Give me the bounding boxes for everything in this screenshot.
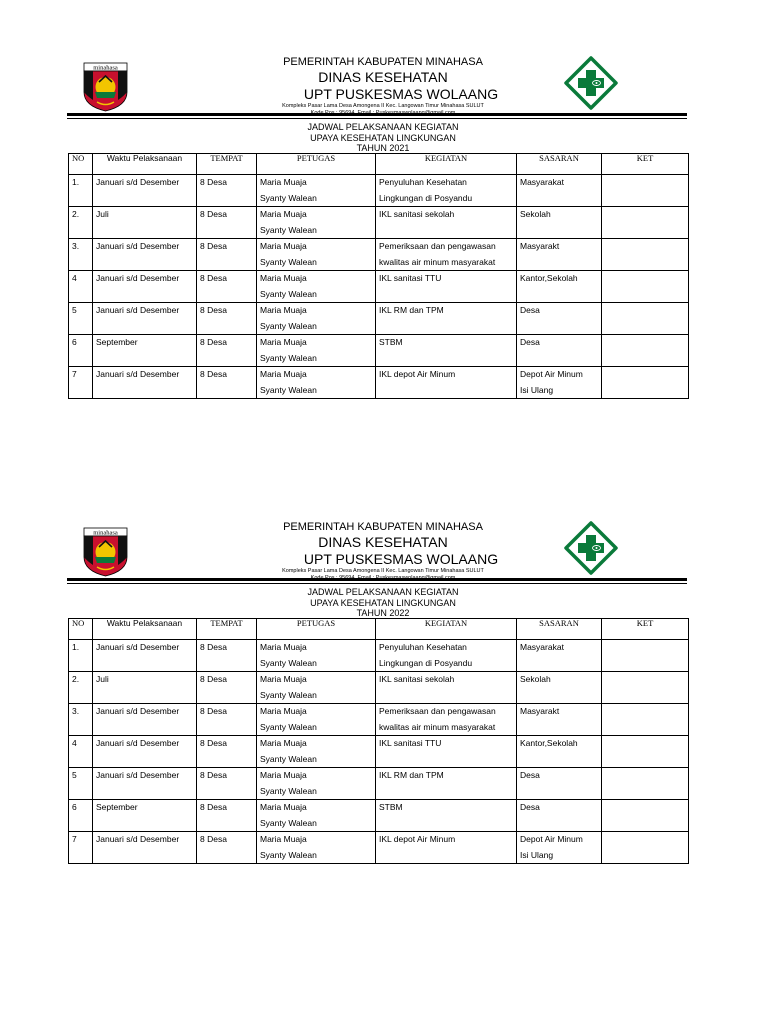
cell-petugas-line: Maria Muaja: [260, 369, 307, 379]
cell-no: 7: [69, 367, 93, 399]
cell-kegiatan-line: kwalitas air minum masyarakat: [379, 721, 496, 732]
letterhead: [230, 520, 536, 581]
col-header-waktu: Waktu Pelaksanaan: [93, 619, 197, 640]
cell-sasaran-line: Depot Air Minum: [520, 834, 583, 844]
dept-name: DINAS KESEHATAN: [318, 69, 448, 85]
dept-name: DINAS KESEHATAN: [318, 534, 448, 550]
cell-no: 2.: [69, 672, 93, 704]
cell-petugas: [257, 832, 376, 864]
cell-petugas-line: Syanty Walean: [260, 657, 317, 668]
cell-sasaran: [517, 271, 602, 303]
cell-petugas-line: Syanty Walean: [260, 320, 317, 331]
gov-name: PEMERINTAH KABUPATEN MINAHASA: [283, 56, 483, 68]
cell-kegiatan-line: IKL depot Air Minum: [379, 834, 456, 844]
cell-petugas: [257, 768, 376, 800]
cell-sasaran: [517, 239, 602, 271]
cell-sasaran-line: Masyarakat: [520, 177, 564, 187]
cell-waktu: Januari s/d Desember: [93, 239, 197, 271]
cell-ket: [602, 303, 689, 335]
cell-sasaran: [517, 335, 602, 367]
cell-petugas-line: Syanty Walean: [260, 785, 317, 796]
cell-tempat: 8 Desa: [197, 335, 257, 367]
cell-ket: [602, 832, 689, 864]
col-header-no: NO: [69, 619, 93, 640]
cell-tempat: 8 Desa: [197, 207, 257, 239]
cell-kegiatan: [376, 832, 517, 864]
header-rule: [67, 578, 687, 581]
schedule-title: [230, 587, 536, 619]
cell-tempat: 8 Desa: [197, 239, 257, 271]
cell-ket: [602, 640, 689, 672]
cell-kegiatan: [376, 672, 517, 704]
cell-kegiatan: [376, 175, 517, 207]
cell-petugas-line: Maria Muaja: [260, 337, 307, 347]
cell-waktu: Januari s/d Desember: [93, 303, 197, 335]
cell-sasaran: [517, 768, 602, 800]
cell-waktu: Januari s/d Desember: [93, 175, 197, 207]
table-row: [69, 207, 689, 239]
cell-petugas: [257, 303, 376, 335]
unit-name: UPT PUSKESMAS WOLAANG: [303, 86, 499, 102]
cell-petugas-line: Maria Muaja: [260, 674, 307, 684]
cell-sasaran-line: Masyarakat: [520, 642, 564, 652]
cell-tempat: 8 Desa: [197, 303, 257, 335]
cell-no: 5: [69, 303, 93, 335]
cell-tempat: 8 Desa: [197, 736, 257, 768]
header-rule-thin: [67, 118, 687, 119]
cell-no: 3.: [69, 704, 93, 736]
cell-tempat: 8 Desa: [197, 832, 257, 864]
table-row: [69, 640, 689, 672]
puskesmas-cross-icon: [559, 517, 623, 577]
cell-no: 6: [69, 335, 93, 367]
cell-ket: [602, 207, 689, 239]
cell-petugas: [257, 271, 376, 303]
table-row: [69, 175, 689, 207]
cell-waktu: Januari s/d Desember: [93, 768, 197, 800]
cell-kegiatan: [376, 335, 517, 367]
cell-kegiatan: [376, 800, 517, 832]
cell-petugas: [257, 335, 376, 367]
cell-kegiatan-line: IKL depot Air Minum: [379, 369, 456, 379]
address: Kompleks Pasar Lama Desa Amongena II Kec. Langowan Timur Minahasa SULUT: [282, 103, 484, 109]
cell-no: 1.: [69, 640, 93, 672]
cell-sasaran-line: Kantor,Sekolah: [520, 273, 578, 283]
table-row: [69, 832, 689, 864]
table-header-row: [69, 154, 689, 175]
cell-sasaran: [517, 800, 602, 832]
cell-petugas-line: Maria Muaja: [260, 209, 307, 219]
cell-petugas-line: Syanty Walean: [260, 753, 317, 764]
col-header-ket: KET: [602, 619, 689, 640]
cell-sasaran-line: Isi Ulang: [520, 384, 554, 395]
table-row: [69, 704, 689, 736]
cell-ket: [602, 239, 689, 271]
cell-petugas-line: Maria Muaja: [260, 738, 307, 748]
cell-kegiatan: [376, 736, 517, 768]
cell-petugas-line: Maria Muaja: [260, 642, 307, 652]
cell-sasaran: [517, 207, 602, 239]
table-row: [69, 736, 689, 768]
cell-waktu: September: [93, 335, 197, 367]
cell-ket: [602, 367, 689, 399]
table-row: [69, 239, 689, 271]
cell-kegiatan-line: STBM: [379, 802, 403, 812]
cell-waktu: Januari s/d Desember: [93, 704, 197, 736]
header-rule: [67, 113, 687, 116]
cell-waktu: Januari s/d Desember: [93, 271, 197, 303]
cell-sasaran: [517, 640, 602, 672]
cell-kegiatan-line: STBM: [379, 337, 403, 347]
schedule-page-1: [0, 52, 768, 452]
unit-name: UPT PUSKESMAS WOLAANG: [303, 551, 499, 567]
col-header-kegiatan: KEGIATAN: [376, 154, 517, 175]
cell-kegiatan-line: IKL RM dan TPM: [379, 770, 444, 780]
table-row: [69, 367, 689, 399]
cell-tempat: 8 Desa: [197, 175, 257, 207]
cell-kegiatan-line: Lingkungan di Posyandu: [379, 192, 473, 203]
cell-waktu: Januari s/d Desember: [93, 640, 197, 672]
cell-kegiatan-line: Lingkungan di Posyandu: [379, 657, 473, 668]
cell-waktu: Juli: [93, 672, 197, 704]
table-row: [69, 303, 689, 335]
cell-petugas-line: Maria Muaja: [260, 706, 307, 716]
cell-sasaran-line: Desa: [520, 305, 540, 315]
cell-sasaran-line: Desa: [520, 337, 540, 347]
schedule-table: [68, 153, 689, 399]
cell-sasaran-line: Masyarakt: [520, 241, 560, 251]
cell-petugas: [257, 207, 376, 239]
cell-kegiatan-line: kwalitas air minum masyarakat: [379, 256, 496, 267]
cell-sasaran: [517, 303, 602, 335]
cell-sasaran-line: Desa: [520, 770, 540, 780]
cell-petugas-line: Syanty Walean: [260, 817, 317, 828]
cell-petugas: [257, 640, 376, 672]
cell-petugas-line: Maria Muaja: [260, 305, 307, 315]
cell-petugas: [257, 239, 376, 271]
cell-kegiatan: [376, 239, 517, 271]
cell-sasaran: [517, 672, 602, 704]
cell-kegiatan-line: IKL RM dan TPM: [379, 305, 444, 315]
cell-sasaran: [517, 704, 602, 736]
cell-petugas-line: Maria Muaja: [260, 834, 307, 844]
cell-waktu: September: [93, 800, 197, 832]
cell-petugas-line: Syanty Walean: [260, 224, 317, 235]
cell-kegiatan: [376, 271, 517, 303]
cell-ket: [602, 736, 689, 768]
cell-petugas: [257, 672, 376, 704]
cell-no: 6: [69, 800, 93, 832]
cell-kegiatan-line: Penyuluhan Kesehatan: [379, 177, 467, 187]
cell-kegiatan: [376, 704, 517, 736]
table-row: [69, 800, 689, 832]
header-rule-thin: [67, 583, 687, 584]
cell-kegiatan-line: Pemeriksaan dan pengawasan: [379, 706, 496, 716]
cell-no: 1.: [69, 175, 93, 207]
col-header-sasaran: SASARAN: [517, 154, 602, 175]
title-line-1: JADWAL PELAKSANAAN KEGIATAN: [307, 122, 459, 132]
cell-waktu: Januari s/d Desember: [93, 832, 197, 864]
address: Kompleks Pasar Lama Desa Amongena II Kec. Langowan Timur Minahasa SULUT: [282, 568, 484, 574]
title-year: TAHUN 2022: [356, 608, 410, 618]
cell-sasaran-line: Desa: [520, 802, 540, 812]
minahasa-emblem-icon: [81, 527, 130, 577]
cell-sasaran-line: Depot Air Minum: [520, 369, 583, 379]
cell-petugas: [257, 175, 376, 207]
cell-no: 3.: [69, 239, 93, 271]
cell-petugas-line: Maria Muaja: [260, 802, 307, 812]
cell-waktu: Januari s/d Desember: [93, 367, 197, 399]
cell-petugas-line: Maria Muaja: [260, 770, 307, 780]
cell-ket: [602, 335, 689, 367]
cell-ket: [602, 175, 689, 207]
col-header-tempat: TEMPAT: [197, 619, 257, 640]
cell-tempat: 8 Desa: [197, 367, 257, 399]
minahasa-emblem-icon: [81, 62, 130, 112]
logo-left-text: minahasa: [93, 64, 118, 72]
table-row: [69, 672, 689, 704]
cell-petugas-line: Syanty Walean: [260, 849, 317, 860]
cell-petugas-line: Syanty Walean: [260, 721, 317, 732]
schedule-title: [230, 122, 536, 154]
cell-kegiatan-line: IKL sanitasi TTU: [379, 738, 442, 748]
cell-kegiatan: [376, 367, 517, 399]
logo-left-text: minahasa: [93, 529, 118, 537]
cell-sasaran: [517, 175, 602, 207]
cell-kegiatan: [376, 768, 517, 800]
col-header-petugas: PETUGAS: [257, 154, 376, 175]
cell-sasaran: [517, 832, 602, 864]
cell-kegiatan-line: IKL sanitasi sekolah: [379, 674, 455, 684]
cell-kegiatan: [376, 640, 517, 672]
cell-petugas: [257, 704, 376, 736]
col-header-sasaran: SASARAN: [517, 619, 602, 640]
cell-no: 7: [69, 832, 93, 864]
cell-waktu: Januari s/d Desember: [93, 736, 197, 768]
cell-no: 4: [69, 271, 93, 303]
table-row: [69, 271, 689, 303]
cell-petugas-line: Maria Muaja: [260, 273, 307, 283]
cell-petugas-line: Maria Muaja: [260, 241, 307, 251]
cell-ket: [602, 768, 689, 800]
cell-sasaran-line: Isi Ulang: [520, 849, 554, 860]
cell-petugas: [257, 800, 376, 832]
cell-petugas: [257, 736, 376, 768]
cell-petugas-line: Syanty Walean: [260, 384, 317, 395]
cell-waktu: Juli: [93, 207, 197, 239]
gov-name: PEMERINTAH KABUPATEN MINAHASA: [283, 521, 483, 533]
schedule-page-2: [0, 517, 768, 917]
table-header-row: [69, 619, 689, 640]
col-header-waktu: Waktu Pelaksanaan: [93, 154, 197, 175]
cell-no: 4: [69, 736, 93, 768]
col-header-kegiatan: KEGIATAN: [376, 619, 517, 640]
cell-kegiatan-line: IKL sanitasi TTU: [379, 273, 442, 283]
cell-tempat: 8 Desa: [197, 800, 257, 832]
cell-petugas-line: Syanty Walean: [260, 352, 317, 363]
cell-no: 5: [69, 768, 93, 800]
col-header-ket: KET: [602, 154, 689, 175]
col-header-petugas: PETUGAS: [257, 619, 376, 640]
col-header-no: NO: [69, 154, 93, 175]
cell-petugas: [257, 367, 376, 399]
cell-sasaran-line: Masyarakt: [520, 706, 560, 716]
cell-kegiatan-line: IKL sanitasi sekolah: [379, 209, 455, 219]
cell-kegiatan-line: Penyuluhan Kesehatan: [379, 642, 467, 652]
cell-petugas-line: Syanty Walean: [260, 689, 317, 700]
cell-petugas-line: Syanty Walean: [260, 288, 317, 299]
cell-sasaran-line: Sekolah: [520, 674, 551, 684]
cell-ket: [602, 704, 689, 736]
cell-kegiatan: [376, 207, 517, 239]
cell-tempat: 8 Desa: [197, 704, 257, 736]
letterhead: [230, 55, 536, 116]
cell-kegiatan: [376, 303, 517, 335]
title-line-2: UPAYA KESEHATAN LINGKUNGAN: [310, 597, 456, 608]
cell-kegiatan-line: Pemeriksaan dan pengawasan: [379, 241, 496, 251]
cell-ket: [602, 800, 689, 832]
cell-tempat: 8 Desa: [197, 768, 257, 800]
cell-ket: [602, 271, 689, 303]
cell-ket: [602, 672, 689, 704]
title-line-2: UPAYA KESEHATAN LINGKUNGAN: [310, 132, 456, 143]
cell-tempat: 8 Desa: [197, 672, 257, 704]
cell-petugas-line: Syanty Walean: [260, 192, 317, 203]
cell-sasaran-line: Kantor,Sekolah: [520, 738, 578, 748]
title-year: TAHUN 2021: [356, 143, 410, 153]
cell-tempat: 8 Desa: [197, 271, 257, 303]
table-row: [69, 768, 689, 800]
schedule-table: [68, 618, 689, 864]
cell-sasaran: [517, 367, 602, 399]
table-row: [69, 335, 689, 367]
cell-no: 2.: [69, 207, 93, 239]
cell-petugas-line: Syanty Walean: [260, 256, 317, 267]
col-header-tempat: TEMPAT: [197, 154, 257, 175]
cell-petugas-line: Maria Muaja: [260, 177, 307, 187]
puskesmas-cross-icon: [559, 52, 623, 112]
cell-tempat: 8 Desa: [197, 640, 257, 672]
title-line-1: JADWAL PELAKSANAAN KEGIATAN: [307, 587, 459, 597]
cell-sasaran: [517, 736, 602, 768]
cell-sasaran-line: Sekolah: [520, 209, 551, 219]
